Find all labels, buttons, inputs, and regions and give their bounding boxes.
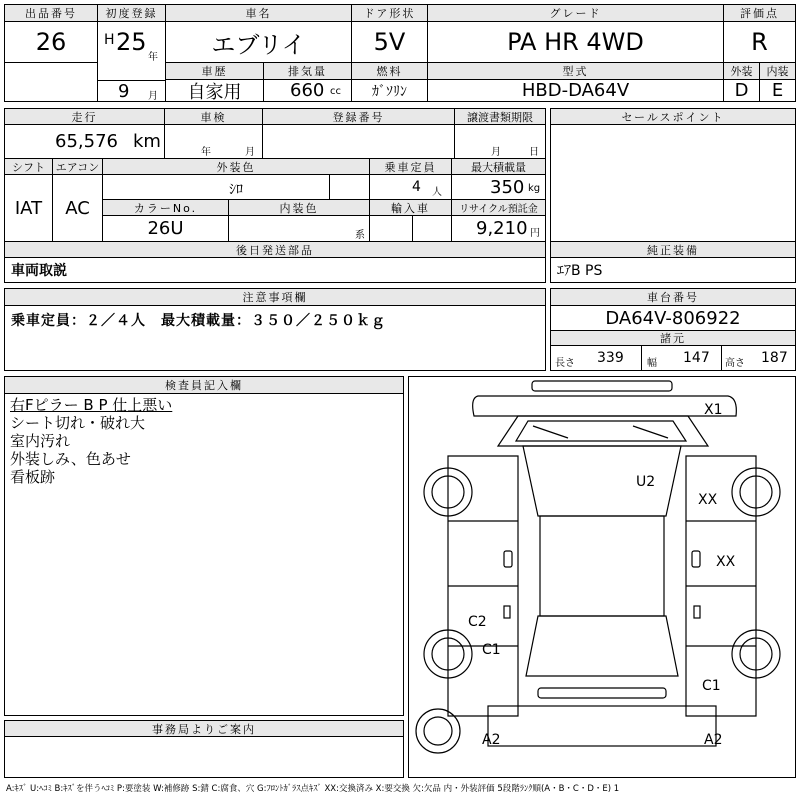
rear-glass <box>526 616 678 676</box>
reg-month-unit: 月 <box>148 91 158 102</box>
displacement-label: 排気量 <box>264 62 352 80</box>
caution-label: 注意事項欄 <box>5 289 545 306</box>
max-load-unit: kg <box>528 183 541 194</box>
damage-mark-rear-right: A2 <box>704 732 723 748</box>
inspector-lines <box>10 396 400 486</box>
length-value: 339 <box>597 350 624 366</box>
mileage-cell <box>5 125 165 159</box>
width-label: 幅 <box>647 358 657 369</box>
exterior-label: 外装 <box>724 62 760 80</box>
inspector-line: 室内汚れ <box>10 432 71 450</box>
model-value: HBD-DA64V <box>428 80 724 101</box>
exterior-color-label: 外装色 <box>103 159 370 175</box>
mirror-right <box>692 551 700 567</box>
spare-wheel-inner <box>424 717 452 745</box>
recycle-cell <box>452 216 545 241</box>
max-load-label: 最大積載量 <box>452 159 545 175</box>
inspector-label: 検査員記入欄 <box>5 377 403 394</box>
capacity-value: 4 <box>412 179 421 195</box>
dims-label: 諸元 <box>551 330 795 346</box>
interior-color-unit: 系 <box>355 230 365 241</box>
dims-divider-2 <box>721 346 722 370</box>
height-value: 187 <box>761 350 788 366</box>
displacement-cell <box>264 80 352 101</box>
salespoint-label: セールスポイント <box>551 109 795 125</box>
interior-label: 内装 <box>760 62 795 80</box>
damage-mark-left-rear-upper: C2 <box>468 614 487 630</box>
damage-mark-roof: U2 <box>636 474 656 490</box>
damage-mark-front: X1 <box>704 402 723 418</box>
office-label: 事務局よりご案内 <box>5 721 403 737</box>
exterior-color-cell <box>103 175 370 200</box>
mileage-unit: km <box>133 131 161 152</box>
windshield <box>516 421 686 441</box>
lot-number-value: 26 <box>5 22 98 62</box>
registration-cell <box>98 22 166 62</box>
inspection-cell <box>165 125 263 159</box>
capacity-unit: 人 <box>432 187 442 198</box>
recycle-label: リサイクル預託金 <box>452 200 545 216</box>
model-label: 型式 <box>428 62 724 80</box>
rear-panel <box>488 706 716 746</box>
damage-mark-left-rear: C1 <box>482 642 501 658</box>
transfer-day-unit: 日 <box>529 147 539 158</box>
import-label: 輸入車 <box>370 200 452 216</box>
max-load-cell <box>452 175 545 200</box>
front-outline <box>473 396 737 416</box>
handle-left <box>504 606 510 618</box>
lot-number-label: 出品番号 <box>5 5 98 22</box>
door-value: 5V <box>352 22 428 62</box>
inspection-label: 車検 <box>165 109 263 125</box>
center-body <box>523 446 681 516</box>
dims-row <box>551 346 795 370</box>
inspection-month-unit: 月 <box>245 147 255 158</box>
reg-month-cell <box>98 80 166 101</box>
capacity-label: 乗車定員 <box>370 159 452 175</box>
transfer-month-unit: 月 <box>491 147 501 158</box>
reg-month-value: 9 <box>118 81 130 102</box>
door-label: ドア形状 <box>352 5 428 22</box>
spare-wheel-outer <box>416 709 460 753</box>
plate-cell <box>263 125 455 159</box>
history-value: 自家用 <box>166 80 264 101</box>
reg-mid-cell <box>98 62 166 80</box>
caution-value: 乗車定員：２／４人 最大積載量：３５０／２５０ｋｇ <box>11 313 386 329</box>
equipment-value: ｴｱB PS <box>557 263 603 279</box>
displacement-value: 660 <box>290 80 325 101</box>
chassis-value: DA64V-806922 <box>605 307 741 329</box>
exterior-value: D <box>724 80 760 101</box>
damage-mark-rear-left: A2 <box>482 732 501 748</box>
interior-value: E <box>771 80 784 101</box>
grade-label: グレード <box>428 5 724 22</box>
right-door-line <box>686 521 756 646</box>
exterior-color-value: ｼﾛ <box>229 182 243 198</box>
reg-year-value: 25 <box>116 28 147 56</box>
height-label: 高さ <box>725 358 745 369</box>
registration-label: 初度登録 <box>98 5 166 22</box>
legend-footer: A:ｷｽﾞ U:ﾍｺﾐ B:ｷｽﾞを伴うﾍｺﾐ P:要塗装 W:補修跡 S:錆 C:腐食、穴 G:ﾌﾛﾝﾄｶﾞﾗｽ点ｷｽﾞ XX:交換済み X:要交換 欠:欠品 内・外装評価 5段階ﾗﾝｸ順(A・B・C・D・E) 1 <box>6 784 620 794</box>
max-load-value: 350 <box>490 177 525 198</box>
reg-year-unit: 年 <box>148 52 158 63</box>
score-value: R <box>751 28 768 56</box>
damage-mark-right-door: XX <box>716 554 736 570</box>
damage-mark-right-rear: C1 <box>702 678 721 694</box>
capacity-cell <box>370 175 452 200</box>
lot-number-blank <box>5 62 98 101</box>
equipment-label: 純正装備 <box>551 241 795 258</box>
color-divider <box>329 175 330 200</box>
car-diagram <box>408 376 796 778</box>
plate-label: 登録番号 <box>263 109 455 125</box>
history-label: 車歴 <box>166 62 264 80</box>
wiper-right <box>633 426 668 438</box>
wiper-left <box>533 426 568 438</box>
damage-mark-right-front: XX <box>698 492 718 508</box>
transfer-cell <box>455 125 545 159</box>
dims-divider-1 <box>641 346 642 370</box>
inspector-line: 外装しみ、色あせ <box>10 450 131 468</box>
handle-right <box>694 606 700 618</box>
inspector-line: 右Fピラー B P 仕上悪い <box>10 396 173 414</box>
inspection-year-unit: 年 <box>201 147 211 158</box>
import-divider <box>412 216 413 241</box>
chassis-label: 車台番号 <box>551 289 795 306</box>
transfer-label: 譲渡書類期限 <box>455 109 545 125</box>
rear-bumper-shape <box>538 688 666 698</box>
color-number-label: カラーNo. <box>103 200 229 216</box>
mileage-value: 65,576 <box>55 131 118 152</box>
aircon-label: エアコン <box>53 159 103 175</box>
later-parts-value: 車両取説 <box>11 263 67 279</box>
mileage-label: 走行 <box>5 109 165 125</box>
aircon-value: AC <box>53 175 103 241</box>
era-value: H <box>104 32 115 48</box>
later-parts-label: 後日発送部品 <box>5 241 545 258</box>
top-bumper-shape <box>532 381 672 391</box>
inspector-line: 看板跡 <box>10 468 56 486</box>
score-label: 評価点 <box>724 5 795 22</box>
grade-value: PA HR 4WD <box>428 22 724 62</box>
shift-value: IAT <box>5 175 53 241</box>
length-label: 長さ <box>555 358 575 369</box>
interior-color-label: 内装色 <box>229 200 370 216</box>
car-name-value: エブリイ <box>166 22 352 62</box>
recycle-value: 9,210 <box>476 218 528 239</box>
shift-label: シフト <box>5 159 53 175</box>
recycle-unit: 円 <box>530 228 540 239</box>
fuel-value: ｶﾞｿﾘﾝ <box>352 80 428 101</box>
inspector-line: シート切れ・破れ大 <box>10 414 146 432</box>
mirror-left <box>504 551 512 567</box>
car-name-label: 車名 <box>166 5 352 22</box>
width-value: 147 <box>683 350 710 366</box>
center-roof <box>540 516 664 616</box>
displacement-unit: cc <box>330 86 341 97</box>
import-cell <box>370 216 452 241</box>
color-number-value: 26U <box>103 216 229 241</box>
fuel-label: 燃料 <box>352 62 428 80</box>
interior-color-cell <box>229 216 370 241</box>
